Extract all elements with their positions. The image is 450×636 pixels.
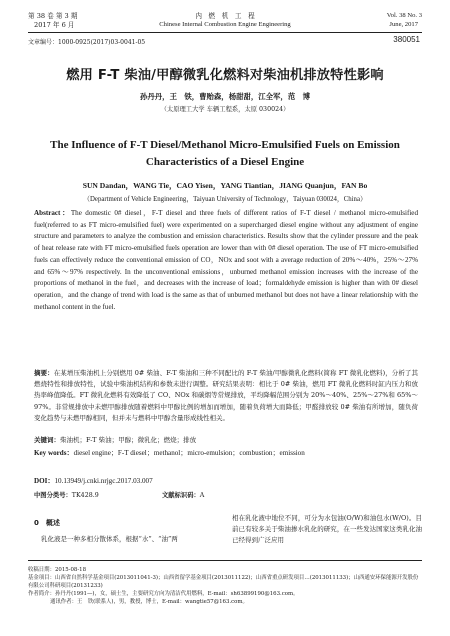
title-en-line1: The Influence of F-T Diesel/Methanol Micro-Emulsified Fuels on Emission xyxy=(50,139,400,151)
keywords-en-label: Key words： xyxy=(34,449,74,457)
affiliation-en: （Department of Vehicle Engineering，Taiyuan University of Technology，Taiyuan 030024，China） xyxy=(83,196,367,203)
date-en: June, 2017 xyxy=(389,21,418,28)
abstract-en-label: Abstract： xyxy=(34,209,71,217)
abstract-en xyxy=(34,208,418,313)
authors-cn: 孙丹丹，王 铁，曹贻森，杨甜甜，江全军，范 博 xyxy=(140,92,310,101)
volume-cn: 第 38 卷 第 3 期 xyxy=(28,12,78,20)
doi-label: DOI： xyxy=(34,477,55,485)
abstract-en-text: The domestic 0# diesel，F-T diesel and three fuels of different ratios of F-T diesel / methanol micro-emulsified fuel(referred to as FT micro-emulsified fuel) were experimented on a supercharged diesel engine without any adjustment of engine structure and parameters to analyze the combustion and emission characteristics. Results show that the cylinder pressure and the peak of heat release rate with FT micro-emulsified fuels operation are lower than with 0# diesel operation. The use of FT micro-emulsified fuels can effectively reduce the conventional emission of CO，NOx and soot with a average reduction of 20%～40%，25%～27% and 65%～97% respectively. In the unconventional emissions，unburned methanol emission increases with the increase of the proportions of methanol in the fuel，and decreases with the increase of load；formaldehyde emission is higher than with 0# diesel operation，and the change of trend with load is the same as that of unburned methanol but does not have a linear relationship with the methanol content in the fuel. xyxy=(34,209,418,311)
section-body-right: 相在乳化液中地位不同，可分为水包油(O/W)和油包水(W/O)。目前已有较多关于柴油掺水乳化的研究，在一些发达国家这类乳化油已经得到广泛应用 xyxy=(232,514,422,545)
received-date: 收稿日期：2015-08-18 xyxy=(28,567,87,573)
title-en-line2: Characteristics of a Diesel Engine xyxy=(145,156,305,168)
section-heading: 0 概述 xyxy=(34,519,60,527)
journal-name-en: Chinese Internal Combustion Engine Engineering xyxy=(159,21,291,28)
article-code: 380051 xyxy=(393,35,420,44)
date-cn: 2017 年 6 月 xyxy=(34,21,75,29)
abstract-cn xyxy=(34,368,418,424)
header-rule xyxy=(28,32,422,33)
article-number: 文章编号：1000-0925(2017)03-0041-05 xyxy=(28,39,146,46)
clc-text: TK428.9 xyxy=(71,492,99,499)
keywords-cn-text: 柴油机；F-T 柴油；甲醇；微乳化；燃烧；排放 xyxy=(60,436,197,444)
title-cn: 燃用 F-T 柴油/甲醇微乳化燃料对柴油机排放特性影响 xyxy=(66,68,384,83)
corresponding-author: 通讯作者：王 铁(联系人)，男，教授，博士，E-mail：wangtie57@163.com。 xyxy=(50,599,248,605)
fund-info: 基金项目：山西省自然科学基金项目(2013011041-3)；山西省留学基金项目(2013011122)；山西省重点研发项目…(2013011133)；山西通安环保能源开发股份有限公司科研项目(20131233) xyxy=(28,575,419,589)
keywords-cn-label: 关键词： xyxy=(34,436,60,444)
document-code-text: A xyxy=(199,492,205,499)
footnote-rule xyxy=(28,560,422,561)
keywords-en-text: diesel engine；F-T diesel；methanol；micro-emulsion；combustion；emission xyxy=(73,449,305,457)
doi xyxy=(34,476,418,488)
footnotes xyxy=(28,566,422,606)
doi-text: 10.13949/j.cnki.nrjgc.2017.03.007 xyxy=(54,477,153,485)
journal-name-cn: 内 燃 机 工 程 xyxy=(195,12,255,20)
affiliation-cn: （太原理工大学 车辆工程系，太原 030024） xyxy=(160,106,290,113)
author-info: 作者简介：孙丹丹(1991—)，女，硕士生，主要研究方向为清洁代用燃料，E-mail：sh63899190@163.com。 xyxy=(28,591,299,597)
keywords-cn xyxy=(34,435,418,446)
keywords-en xyxy=(34,448,324,460)
abstract-cn-text: 在某增压柴油机上分别燃用 0# 柴油、F-T 柴油和三种不同配比的 F-T 柴油/甲醇微乳化燃料(简称 FT 微乳化燃料)，分析了其燃烧特性和排放特性，试验中柴油机结构和参数未进行调整。研究结果表明：相比于 0# 柴油，燃用 FT 微乳化燃料时缸内压力和放热率峰值降低。FT 微乳化燃料有效降低了 CO、NOx 和碳烟等常规排放，平均降幅范围分别为 20%～40%、25%～27%和 65%～97%。非常规排放中未燃甲醇排放随着燃料中甲醇比例的增加而增加，随着负荷增大而降低；甲醛排放较 0# 柴油有所增加，随负荷变化趋势与未燃甲醇相同，但并未与燃料中甲醇含量形成线性相关。 xyxy=(34,369,418,422)
authors-en: SUN Dandan，WANG Tie，CAO Yisen，YANG Tiantian，JIANG Quanjun，FAN Bo xyxy=(82,181,368,190)
clc xyxy=(34,490,99,499)
document-code xyxy=(162,490,204,499)
volume-en: Vol. 38 No. 3 xyxy=(386,12,422,19)
clc-label: 中图分类号： xyxy=(34,492,72,499)
document-code-label: 文献标识码： xyxy=(162,492,200,499)
abstract-cn-label: 摘要： xyxy=(34,369,54,377)
section-body-left: 乳化液是一种多相分散体系，根据“水”、“油”两 xyxy=(41,535,178,543)
